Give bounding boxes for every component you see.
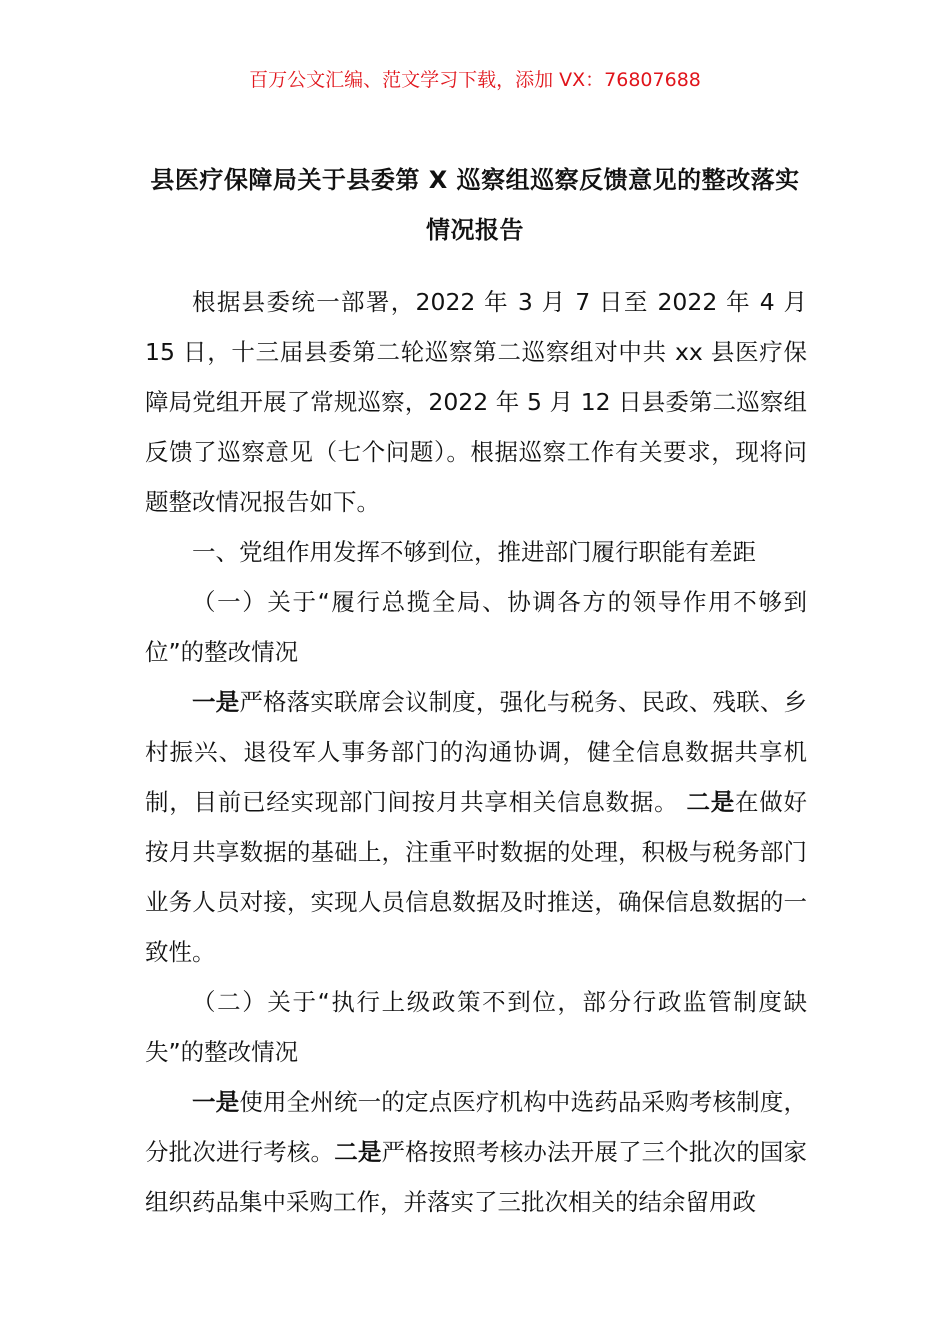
item-text-2: 在做好按月共享数据的基础上，注重平时数据的处理，积极与税务部门业务人员对接，实现人员信息数据及时推送，确保信息数据的一致性。 (145, 788, 807, 966)
intro-paragraph: 根据县委统一部署，2022 年 3 月 7 日至 2022 年 4 月 15 日，十三届县委第二轮巡察第二巡察组对中共 xx 县医疗保障局党组开展了常规巡察，2022 年 5 月 12 日县委第二巡察组反馈了巡察意见（七个问题）。根据巡察工作有关要求，现将问题整改情况报告如下。 (145, 288, 807, 516)
item-marker-2: 二是 (686, 788, 736, 816)
header-watermark-note: 百万公文汇编、范文学习下载，添加 VX：76807688 (249, 69, 701, 91)
document-body (145, 277, 807, 1227)
item-text-1: 严格落实联席会议制度，强化与税务、民政、残联、乡村振兴、退役军人事务部门的沟通协调，健全信息数据共享机制，目前已经实现部门间按月共享相关信息数据。 (145, 688, 808, 816)
document-title: 县医疗保障局关于县委第 X 巡察组巡察反馈意见的整改落实情况报告 (150, 166, 800, 244)
subsection-heading-1: （一）关于“履行总揽全局、协调各方的领导作用不够到位”的整改情况 (145, 588, 807, 666)
subsection-2-paragraph (145, 1077, 807, 1227)
item-marker-1: 一是 (192, 688, 240, 716)
subsection-heading-2: （二）关于“执行上级政策不到位，部分行政监管制度缺失”的整改情况 (145, 988, 807, 1066)
subsection-1-paragraph (145, 677, 807, 977)
item-text-1: 使用全州统一的定点医疗机构中选药品采购考核制度，分批次进行考核。 (145, 1088, 808, 1166)
item-marker-1: 一是 (192, 1088, 240, 1116)
section-heading-1: 一、党组作用发挥不够到位，推进部门履行职能有差距 (192, 538, 756, 566)
item-marker-2: 二是 (334, 1138, 382, 1166)
item-text-2: 严格按照考核办法开展了三个批次的国家组织药品集中采购工作，并落实了三批次相关的结余留用政 (145, 1138, 808, 1216)
